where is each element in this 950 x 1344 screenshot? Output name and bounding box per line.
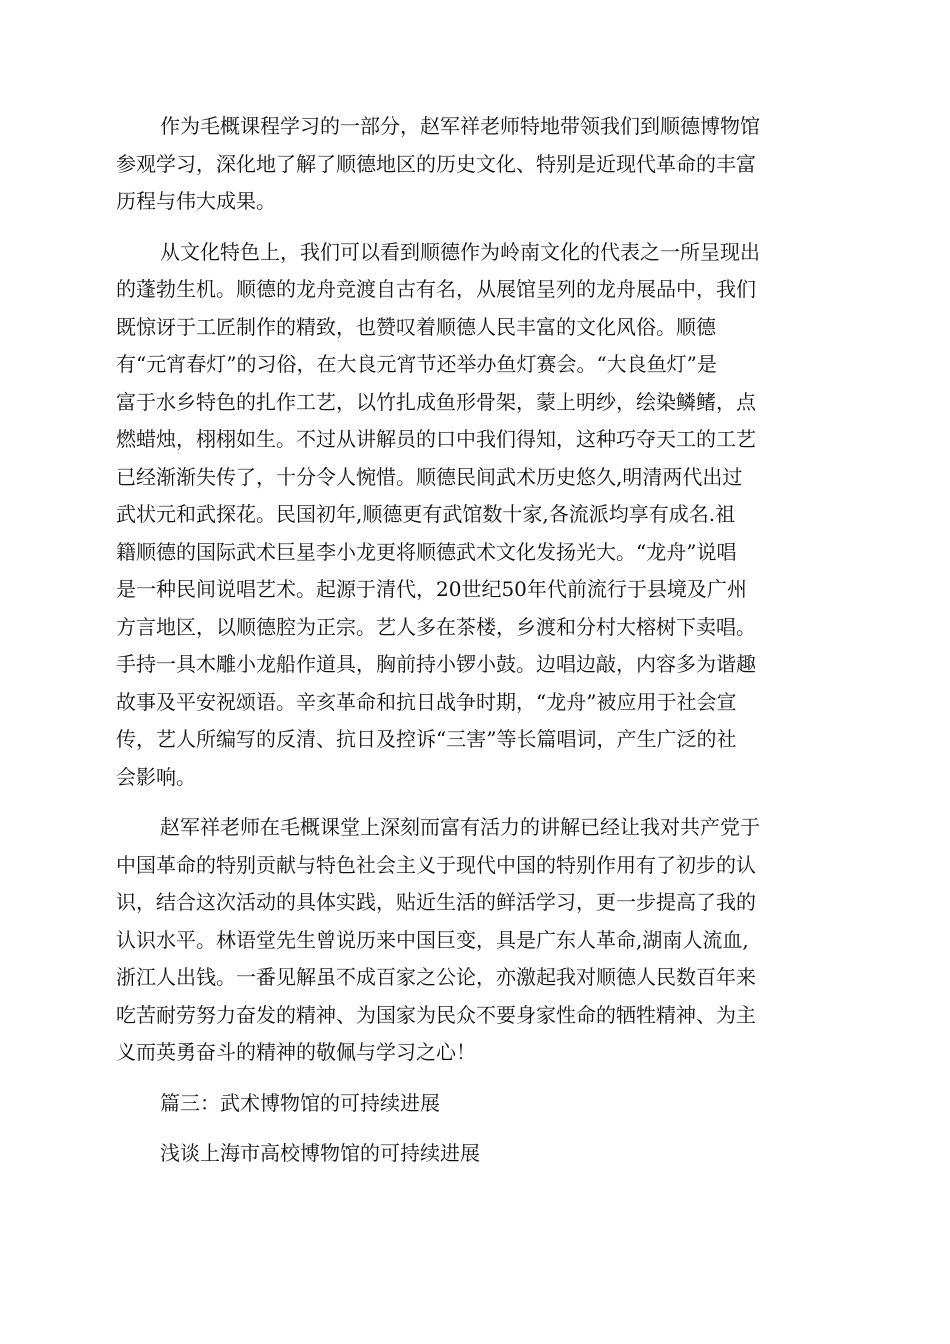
- section-heading: 篇三：武术博物馆的可持续进展: [160, 1090, 440, 1115]
- text-line: 会影响。: [116, 764, 196, 789]
- text-line: 传，艺人所编写的反清、抗日及控诉“三害”等长篇唱词，产生广泛的社: [116, 727, 737, 751]
- text-line: 作为毛概课程学习的一部分，赵军祥老师特地带领我们到顺德博物馆: [160, 114, 760, 138]
- text-line: 浙江人出钱。一番见解虽不成百家之公论，亦激起我对顺德人民数百年来: [116, 965, 756, 989]
- document-page: [116, 108, 836, 1186]
- text-line: 已经渐渐失传了，十分令人惋惜。顺德民间武术历史悠久,明清两代出过: [116, 464, 743, 489]
- text-line: 赵军祥老师在毛概课堂上深刻而富有活力的讲解已经让我对共产党于: [160, 815, 760, 839]
- text-line: 的蓬勃生机。顺德的龙舟竞渡自古有名，从展馆呈列的龙舟展品中，我们: [116, 277, 756, 301]
- article-title: 浅谈上海市高校博物馆的可持续进展: [160, 1141, 480, 1165]
- text-line: 方言地区，以顺德腔为正宗。艺人多在茶楼，乡渡和分村大榕树下卖唱。: [116, 614, 756, 639]
- paragraph-1: [116, 108, 836, 221]
- text-line: 认识水平。林语堂先生曾说历来中国巨变，具是广东人革命,湖南人流血,: [116, 927, 749, 952]
- text-line: 燃蜡烛，栩栩如生。不过从讲解员的口中我们得知，这种巧夺天工的工艺: [116, 427, 756, 451]
- paragraph-3: [116, 809, 836, 1072]
- text-line: 有“元宵春灯”的习俗，在大良元宵节还举办鱼灯赛会。“大良鱼灯”是: [116, 352, 717, 376]
- text-line: 历程与伟大成果。: [116, 189, 276, 213]
- text-line: 既惊讶于工匠制作的精致，也赞叹着顺德人民丰富的文化风俗。顺德: [116, 314, 716, 339]
- text-line: 籍顺德的国际武术巨星李小龙更将顺德武术文化发扬光大。“龙舟”说唱: [116, 539, 737, 564]
- text-line: 中国革命的特别贡献与特色社会主义于现代中国的特别作用有了初步的认: [116, 852, 756, 877]
- text-line: 吃苦耐劳努力奋发的精神、为国家为民众不要身家性命的牺牲精神、为主: [116, 1002, 756, 1027]
- paragraph-2: [116, 234, 836, 797]
- text-line: 参观学习，深化地了解了顺德地区的历史文化、特别是近现代革命的丰富: [116, 151, 756, 176]
- text-line: 武状元和武探花。民国初年,顺德更有武馆数十家,各流派均享有成名.祖: [116, 502, 736, 526]
- text-line: 义而英勇奋斗的精神的敬佩与学习之心！: [116, 1040, 476, 1064]
- text-line: 手持一具木雕小龙船作道具，胸前持小锣小鼓。边唱边敲，内容多为谐趣: [116, 652, 756, 676]
- text-line: 识，结合这次活动的具体实践，贴近生活的鲜活学习，更一步提高了我的: [116, 890, 756, 914]
- text-line: 富于水乡特色的扎作工艺，以竹扎成鱼形骨架，蒙上明纱，绘染鳞鳍，点: [116, 389, 756, 414]
- text-line: 是一种民间说唱艺术。起源于清代，20世纪50年代前流行于县境及广州: [116, 577, 747, 601]
- text-line: 从文化特色上，我们可以看到顺德作为岭南文化的代表之一所呈现出: [160, 239, 760, 264]
- text-line: 故事及平安祝颂语。辛亥革命和抗日战争时期，“龙舟”被应用于社会宣: [116, 689, 737, 714]
